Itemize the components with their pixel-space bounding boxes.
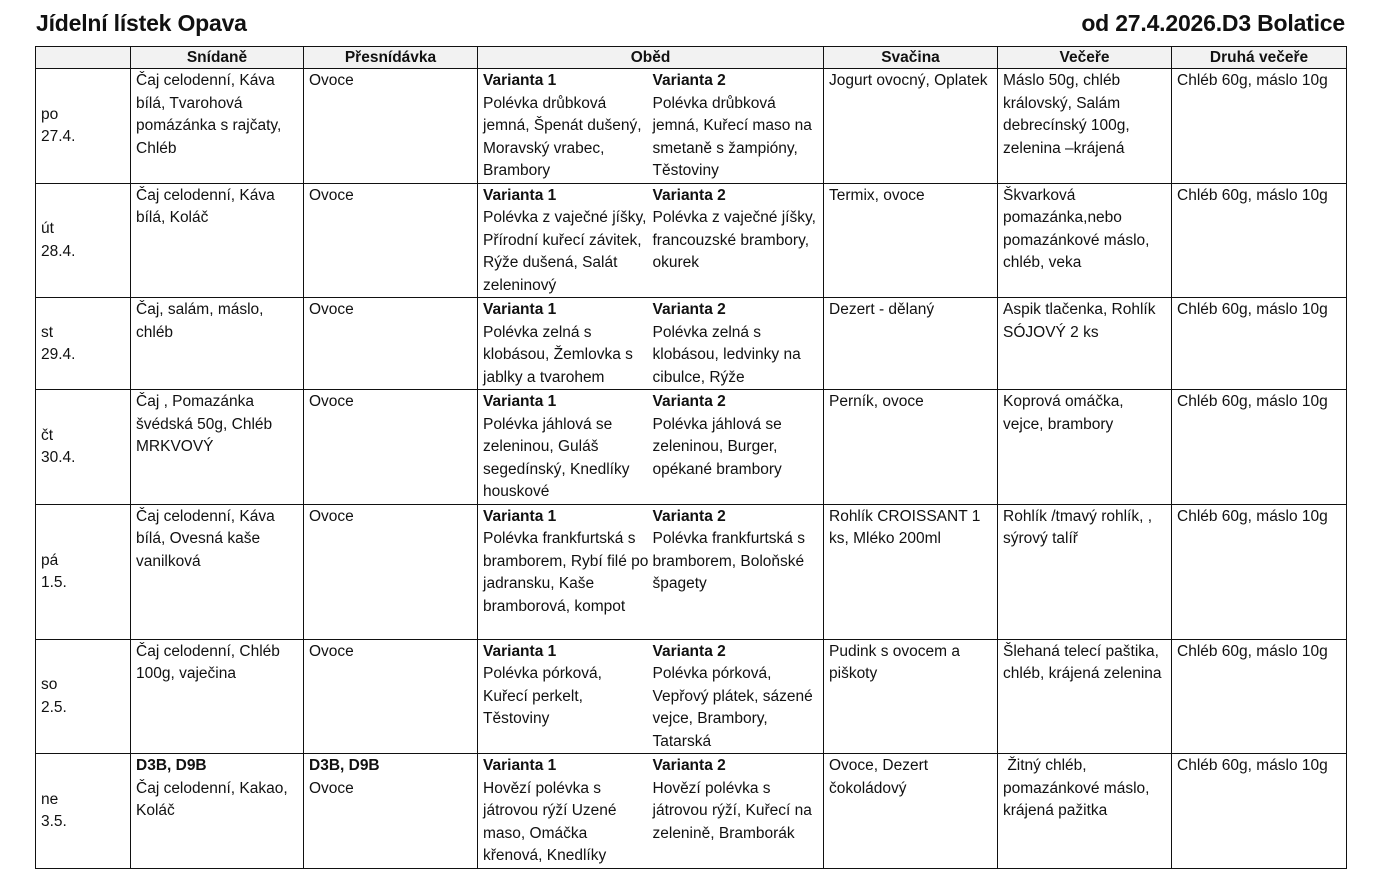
- day-cell: [36, 390, 131, 505]
- breakfast-cell: [131, 69, 304, 184]
- table-row-st: [36, 298, 1347, 390]
- breakfast-cell: [131, 504, 304, 639]
- second-dinner-cell: [1172, 639, 1347, 754]
- day-cell: [36, 639, 131, 754]
- dinner-text: Rohlík /tmavý rohlík, , sýrový talíř: [1003, 507, 1157, 547]
- header-row: [36, 47, 1347, 69]
- second-dinner-cell: [1172, 69, 1347, 184]
- lunch-variant-2: [649, 299, 819, 389]
- lunch-cell: [478, 754, 824, 869]
- lunch-variant-2-label: Varianta 2: [652, 757, 726, 774]
- dinner-cell: [998, 69, 1172, 184]
- lunch-variant-1-label: Varianta 1: [483, 642, 557, 660]
- day-cell: [36, 298, 131, 390]
- second-dinner-cell: [1172, 183, 1347, 298]
- snack-morning-cell: [304, 504, 478, 639]
- lunch-variant-2: [649, 755, 819, 868]
- menu-table: [35, 46, 1347, 869]
- dinner-cell: [998, 298, 1172, 390]
- breakfast-cell: [131, 298, 304, 390]
- dinner-cell: [998, 390, 1172, 505]
- snack-afternoon-text: Pudink s ovocem a piškoty: [829, 642, 960, 682]
- col-header-snack-afternoon: Svačina: [824, 47, 998, 69]
- snack-morning-text: Ovoce: [309, 642, 354, 660]
- snack-morning-cell: [304, 69, 478, 184]
- lunch-variant-1-text: Polévka drůbková jemná, Špenát dušený, Moravský vrabec, Brambory: [483, 94, 642, 179]
- table-row-po: [36, 69, 1347, 184]
- second-dinner-cell: [1172, 754, 1347, 869]
- dinner-cell: [998, 754, 1172, 869]
- lunch-variant-1: [483, 299, 649, 389]
- table-row-út: [36, 183, 1347, 298]
- table-row-so: [36, 639, 1347, 754]
- lunch-variant-2-label: Varianta 2: [652, 507, 726, 525]
- lunch-variant-2: [649, 506, 819, 619]
- lunch-variant-1-text: Polévka frankfurtská s bramborem, Rybí filé po jadransku, Kaše bramborová, kompot: [483, 530, 649, 615]
- table-row-čt: [36, 390, 1347, 505]
- lunch-cell: [478, 298, 824, 390]
- day-name: so: [41, 676, 58, 694]
- second-dinner-text: Chléb 60g, máslo 10g: [1177, 507, 1328, 525]
- lunch-variant-1: [483, 70, 649, 183]
- dinner-text: Máslo 50g, chléb královský, Salám debrecínský 100g, zelenina –krájená: [1003, 72, 1134, 157]
- day-date: 29.4.: [41, 346, 76, 363]
- lunch-variant-2: [649, 391, 819, 504]
- snack-afternoon-cell: [824, 639, 998, 754]
- day-cell: [36, 754, 131, 869]
- page-title: Jídelní lístek Opava: [36, 10, 247, 36]
- breakfast-text: Čaj celodenní, Káva bílá, Ovesná kaše vanilková: [136, 507, 275, 570]
- snack-morning-cell: [304, 754, 478, 869]
- lunch-variant-2-text: Polévka pórková, Vepřový plátek, sázené vejce, Brambory, Tatarská: [652, 665, 813, 750]
- lunch-variant-1-label: Varianta 1: [483, 301, 557, 318]
- snack-morning-text: Ovoce: [309, 779, 354, 797]
- col-header-snack-morning: Přesnídávka: [304, 47, 478, 69]
- day-date: 2.5.: [41, 698, 67, 716]
- lunch-variant-1-text: Polévka pórková, Kuřecí perkelt, Těstoviny: [483, 665, 602, 727]
- table-row-pá: [36, 504, 1347, 639]
- second-dinner-cell: [1172, 504, 1347, 639]
- second-dinner-text: Chléb 60g, máslo 10g: [1177, 186, 1328, 204]
- lunch-variant-1-label: Varianta 1: [483, 757, 557, 774]
- col-header-dinner: Večeře: [998, 47, 1172, 69]
- breakfast-cell: [131, 390, 304, 505]
- lunch-variant-1: [483, 641, 649, 754]
- dinner-text: Koprová omáčka, vejce, brambory: [1003, 393, 1128, 433]
- lunch-variant-2-text: Polévka drůbková jemná, Kuřecí maso na smetaně s žampióny, Těstoviny: [652, 94, 812, 179]
- lunch-cell: [478, 69, 824, 184]
- lunch-variant-1-label: Varianta 1: [483, 393, 557, 410]
- dinner-cell: [998, 183, 1172, 298]
- lunch-variant-2: [649, 185, 819, 298]
- page-subtitle: od 27.4.2026.D3 Bolatice: [1081, 10, 1345, 36]
- second-dinner-text: Chléb 60g, máslo 10g: [1177, 757, 1328, 774]
- second-dinner-cell: [1172, 298, 1347, 390]
- snack-afternoon-cell: [824, 69, 998, 184]
- lunch-variant-1: [483, 755, 649, 868]
- day-date: 28.4.: [41, 242, 76, 260]
- breakfast-text: Čaj celodenní, Chléb 100g, vaječina: [136, 642, 280, 682]
- snack-afternoon-cell: [824, 504, 998, 639]
- snack-afternoon-text: Rohlík CROISSANT 1 ks, Mléko 200ml: [829, 507, 981, 547]
- lunch-variant-1-text: Polévka jáhlová se zeleninou, Guláš segedínský, Knedlíky houskové: [483, 415, 630, 500]
- col-header-second-dinner: Druhá večeře: [1172, 47, 1347, 69]
- lunch-cell: [478, 504, 824, 639]
- snack-afternoon-text: Perník, ovoce: [829, 393, 924, 410]
- lunch-variant-1-label: Varianta 1: [483, 72, 557, 89]
- snack-morning-cell: [304, 298, 478, 390]
- lunch-variant-1-text: Polévka z vaječné jíšky, Přírodní kuřecí závitek, Rýže dušená, Salát zeleninový: [483, 209, 647, 294]
- lunch-cell: [478, 639, 824, 754]
- second-dinner-text: Chléb 60g, máslo 10g: [1177, 301, 1328, 318]
- lunch-variant-2: [649, 70, 819, 183]
- lunch-variant-2-text: Hovězí polévka s játrovou rýží, Kuřecí na zelenině, Bramborák: [652, 779, 812, 842]
- lunch-variant-1-label: Varianta 1: [483, 186, 557, 204]
- lunch-variant-2-text: Polévka z vaječné jíšky, francouzské brambory, okurek: [652, 209, 816, 271]
- lunch-variant-1-text: Hovězí polévka s játrovou rýží Uzené maso, Omáčka křenová, Knedlíky: [483, 779, 617, 864]
- snack-morning-text: Ovoce: [309, 301, 354, 318]
- dinner-text: Šlehaná telecí paštika, chléb, krájená zelenina: [1003, 642, 1164, 682]
- breakfast-text: Čaj celodenní, Káva bílá, Koláč: [136, 186, 275, 226]
- breakfast-text: Čaj celodenní, Káva bílá, Tvarohová pomázánka s rajčaty, Chléb: [136, 72, 282, 157]
- breakfast-cell: [131, 754, 304, 869]
- lunch-cell: [478, 390, 824, 505]
- day-name: pá: [41, 551, 59, 569]
- dinner-text: Škvarková pomazánka,nebo pomazánkové máslo, chléb, veka: [1003, 186, 1154, 271]
- breakfast-text: Čaj , Pomazánka švédská 50g, Chléb MRKVOVÝ: [136, 393, 273, 455]
- breakfast-tag: D3B, D9B: [136, 757, 207, 774]
- lunch-variant-1: [483, 185, 649, 298]
- snack-morning-text: Ovoce: [309, 186, 354, 204]
- second-dinner-text: Chléb 60g, máslo 10g: [1177, 393, 1328, 410]
- lunch-variant-2-text: Polévka frankfurtská s bramborem, Boloňské špagety: [652, 530, 805, 592]
- day-name: st: [41, 323, 54, 341]
- breakfast-text: Čaj celodenní, Kakao, Koláč: [136, 779, 288, 819]
- snack-morning-cell: [304, 390, 478, 505]
- snack-morning-text: Ovoce: [309, 507, 354, 525]
- lunch-variant-2-label: Varianta 2: [652, 301, 726, 318]
- dinner-cell: [998, 504, 1172, 639]
- lunch-variant-2-text: Polévka jáhlová se zeleninou, Burger, opékané brambory: [652, 415, 782, 478]
- day-name: čt: [41, 426, 54, 444]
- snack-morning-text: Ovoce: [309, 72, 354, 89]
- snack-afternoon-text: Dezert - dělaný: [829, 301, 935, 318]
- snack-afternoon-cell: [824, 390, 998, 505]
- snack-afternoon-cell: [824, 298, 998, 390]
- day-cell: [36, 504, 131, 639]
- day-cell: [36, 69, 131, 184]
- lunch-variant-2-label: Varianta 2: [652, 393, 726, 410]
- lunch-variant-1-label: Varianta 1: [483, 507, 557, 525]
- snack-morning-tag: D3B, D9B: [309, 757, 380, 774]
- second-dinner-cell: [1172, 390, 1347, 505]
- day-date: 27.4.: [41, 128, 76, 146]
- snack-afternoon-text: Jogurt ovocný, Oplatek: [829, 72, 988, 89]
- dinner-cell: [998, 639, 1172, 754]
- day-name: ne: [41, 790, 59, 808]
- day-date: 3.5.: [41, 813, 67, 831]
- breakfast-cell: [131, 183, 304, 298]
- col-header-day: [36, 47, 131, 69]
- lunch-variant-2-label: Varianta 2: [652, 72, 726, 89]
- lunch-variant-2-text: Polévka zelná s klobásou, ledvinky na cibulce, Rýže: [652, 323, 801, 386]
- day-date: 30.4.: [41, 449, 76, 467]
- snack-morning-cell: [304, 639, 478, 754]
- lunch-variant-2-label: Varianta 2: [652, 186, 726, 204]
- col-header-breakfast: Snídaně: [131, 47, 304, 69]
- second-dinner-text: Chléb 60g, máslo 10g: [1177, 72, 1328, 89]
- dinner-text: Žitný chléb, pomazánkové máslo, krájená pažitka: [1003, 757, 1154, 819]
- lunch-variant-1: [483, 506, 649, 619]
- table-row-ne: [36, 754, 1347, 869]
- breakfast-text: Čaj, salám, máslo, chléb: [136, 301, 264, 341]
- snack-afternoon-cell: [824, 183, 998, 298]
- day-date: 1.5.: [41, 574, 67, 591]
- snack-afternoon-text: Ovoce, Dezert čokoládový: [829, 757, 929, 797]
- second-dinner-text: Chléb 60g, máslo 10g: [1177, 642, 1328, 660]
- dinner-text: Aspik tlačenka, Rohlík SÓJOVÝ 2 ks: [1003, 301, 1160, 341]
- day-name: po: [41, 105, 59, 123]
- lunch-variant-2-label: Varianta 2: [652, 642, 726, 660]
- col-header-lunch: Oběd: [478, 47, 824, 69]
- lunch-variant-1-text: Polévka zelná s klobásou, Žemlovka s jablky a tvarohem: [483, 323, 633, 386]
- breakfast-cell: [131, 639, 304, 754]
- day-cell: [36, 183, 131, 298]
- lunch-variant-2: [649, 641, 819, 754]
- lunch-variant-1: [483, 391, 649, 504]
- snack-morning-text: Ovoce: [309, 393, 354, 410]
- lunch-cell: [478, 183, 824, 298]
- snack-afternoon-cell: [824, 754, 998, 869]
- snack-morning-cell: [304, 183, 478, 298]
- day-name: út: [41, 220, 54, 238]
- snack-afternoon-text: Termix, ovoce: [829, 186, 925, 204]
